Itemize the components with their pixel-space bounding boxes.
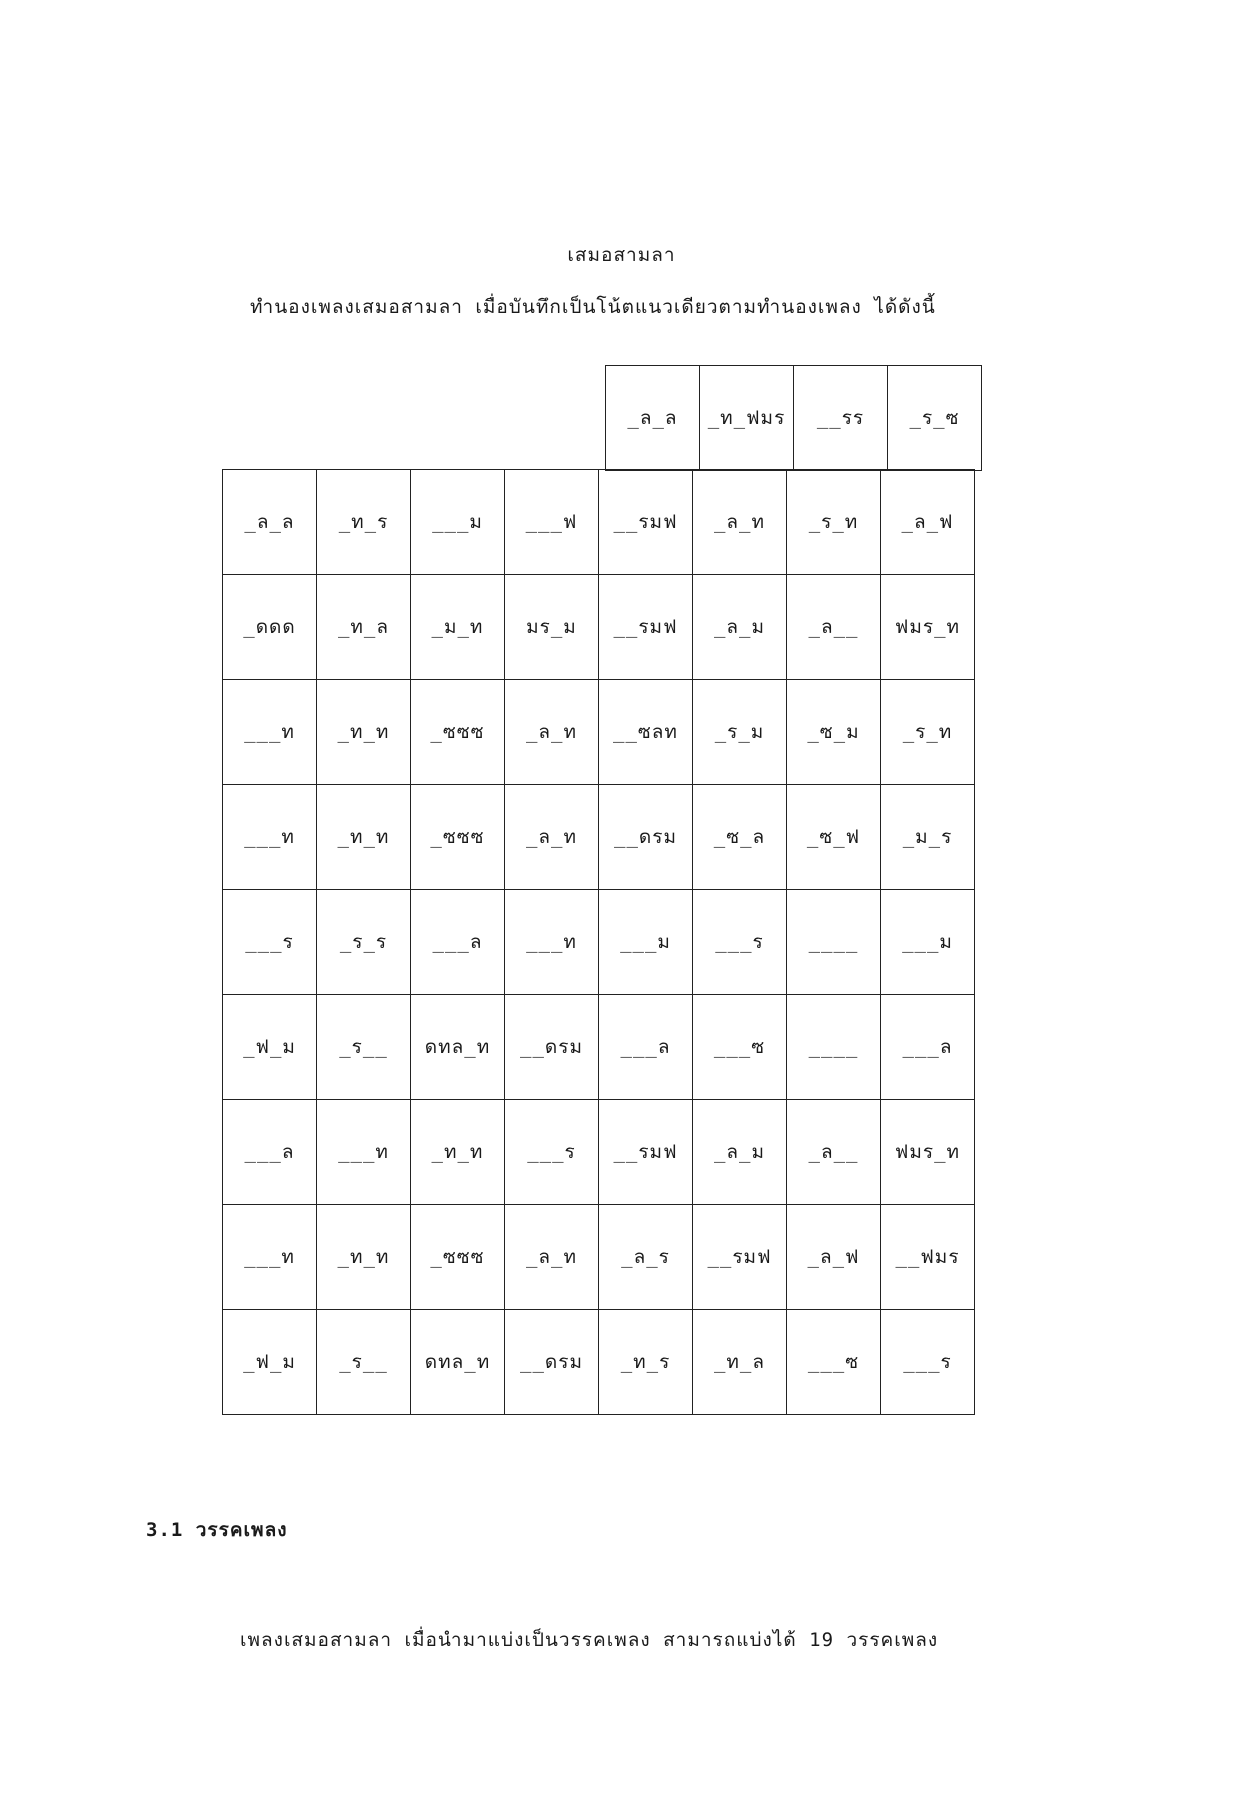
note-cell: _ดดด <box>223 575 317 680</box>
note-cell: ____ <box>787 995 881 1100</box>
note-cell: _ม_ร <box>881 785 975 890</box>
table-row <box>223 1310 975 1415</box>
note-cell: _ล__ <box>787 575 881 680</box>
note-cell: ___ล <box>881 995 975 1100</box>
note-cell: ดทล_ท <box>411 995 505 1100</box>
note-cell: ___ล <box>223 1100 317 1205</box>
note-cell: ___ม <box>411 470 505 575</box>
note-cell: ___ม <box>881 890 975 995</box>
table-row <box>223 1100 975 1205</box>
table-row <box>223 890 975 995</box>
note-cell: _ซ_ม <box>787 680 881 785</box>
note-cell: __ดรม <box>505 995 599 1100</box>
note-cell: ___ท <box>505 890 599 995</box>
note-cell: _ล_ล <box>606 366 700 471</box>
note-cell: _ซซซ <box>411 680 505 785</box>
note-cell: _ร_ร <box>317 890 411 995</box>
note-cell: _ท_ร <box>599 1310 693 1415</box>
note-cell: _ร_ท <box>787 470 881 575</box>
note-cell: _ร__ <box>317 1310 411 1415</box>
note-cell: _ท_ล <box>317 575 411 680</box>
table-row <box>223 785 975 890</box>
note-cell: __ดรม <box>505 1310 599 1415</box>
note-cell: _ท_ท <box>317 680 411 785</box>
page-title: เสมอสามลา <box>567 244 676 266</box>
note-cell: _ฟ_ม <box>223 1310 317 1415</box>
note-cell: _ซ_ฟ <box>787 785 881 890</box>
note-cell: _ท_ฟมร <box>700 366 794 471</box>
table-row <box>223 995 975 1100</box>
section-heading: 3.1 วรรคเพลง <box>146 1519 288 1541</box>
note-cell: ___ร <box>223 890 317 995</box>
note-cell: __รร <box>794 366 888 471</box>
note-cell: _ท_ท <box>411 1100 505 1205</box>
note-cell: ___ร <box>693 890 787 995</box>
note-cell: _ซซซ <box>411 785 505 890</box>
note-cell: ___ซ <box>693 995 787 1100</box>
note-cell: __ฟมร <box>881 1205 975 1310</box>
note-cell: ___ล <box>599 995 693 1100</box>
note-cell: ___ท <box>223 680 317 785</box>
note-cell: _ล_ม <box>693 575 787 680</box>
table-row <box>223 1205 975 1310</box>
table-row <box>223 575 975 680</box>
note-cell: _ล_ฟ <box>787 1205 881 1310</box>
note-cell: ___ล <box>411 890 505 995</box>
note-cell: ดทล_ท <box>411 1310 505 1415</box>
note-cell: _ล__ <box>787 1100 881 1205</box>
note-cell: _ท_ร <box>317 470 411 575</box>
section-text: เพลงเสมอสามลา เมื่อนำมาแบ่งเป็นวรรคเพลง สามารถแบ่งได้ 19 วรรคเพลง <box>240 1629 939 1651</box>
note-cell: _ล_ท <box>693 470 787 575</box>
notation-top-row <box>605 365 982 471</box>
note-cell: _ล_ร <box>599 1205 693 1310</box>
note-cell: ___ฟ <box>505 470 599 575</box>
note-cell: _ล_ท <box>505 785 599 890</box>
note-cell: _ฟ_ม <box>223 995 317 1100</box>
note-cell: มร_ม <box>505 575 599 680</box>
note-cell: ___ท <box>317 1100 411 1205</box>
table-row <box>223 680 975 785</box>
table-row <box>606 366 982 471</box>
note-cell: _ล_ฟ <box>881 470 975 575</box>
note-cell: _ซซซ <box>411 1205 505 1310</box>
note-cell: ___ซ <box>787 1310 881 1415</box>
note-cell: _ท_ท <box>317 785 411 890</box>
note-cell: __ซลท <box>599 680 693 785</box>
note-cell: _ท_ล <box>693 1310 787 1415</box>
intro-text: ทำนองเพลงเสมอสามลา เมื่อบันทึกเป็นโน้ตแนวเดียวตามทำนองเพลง ได้ดังนี้ <box>250 296 936 318</box>
note-cell: _ท_ท <box>317 1205 411 1310</box>
note-cell: _ล_ม <box>693 1100 787 1205</box>
note-cell: __รมฟ <box>599 575 693 680</box>
note-cell: ___ร <box>505 1100 599 1205</box>
table-row <box>223 470 975 575</box>
note-cell: ___ร <box>881 1310 975 1415</box>
note-cell: _ม_ท <box>411 575 505 680</box>
note-cell: _ซ_ล <box>693 785 787 890</box>
note-cell: _ล_ล <box>223 470 317 575</box>
note-cell: ฟมร_ท <box>881 1100 975 1205</box>
note-cell: _ล_ท <box>505 680 599 785</box>
note-cell: ___ท <box>223 1205 317 1310</box>
note-cell: _ร_ม <box>693 680 787 785</box>
note-cell: __รมฟ <box>599 1100 693 1205</box>
note-cell: ____ <box>787 890 881 995</box>
note-cell: ฟมร_ท <box>881 575 975 680</box>
note-cell: ___ม <box>599 890 693 995</box>
notation-grid <box>222 469 975 1415</box>
note-cell: ___ท <box>223 785 317 890</box>
note-cell: _ร_ท <box>881 680 975 785</box>
note-cell: __รมฟ <box>693 1205 787 1310</box>
note-cell: _ร__ <box>317 995 411 1100</box>
note-cell: __รมฟ <box>599 470 693 575</box>
note-cell: __ดรม <box>599 785 693 890</box>
note-cell: _ร_ซ <box>888 366 982 471</box>
note-cell: _ล_ท <box>505 1205 599 1310</box>
